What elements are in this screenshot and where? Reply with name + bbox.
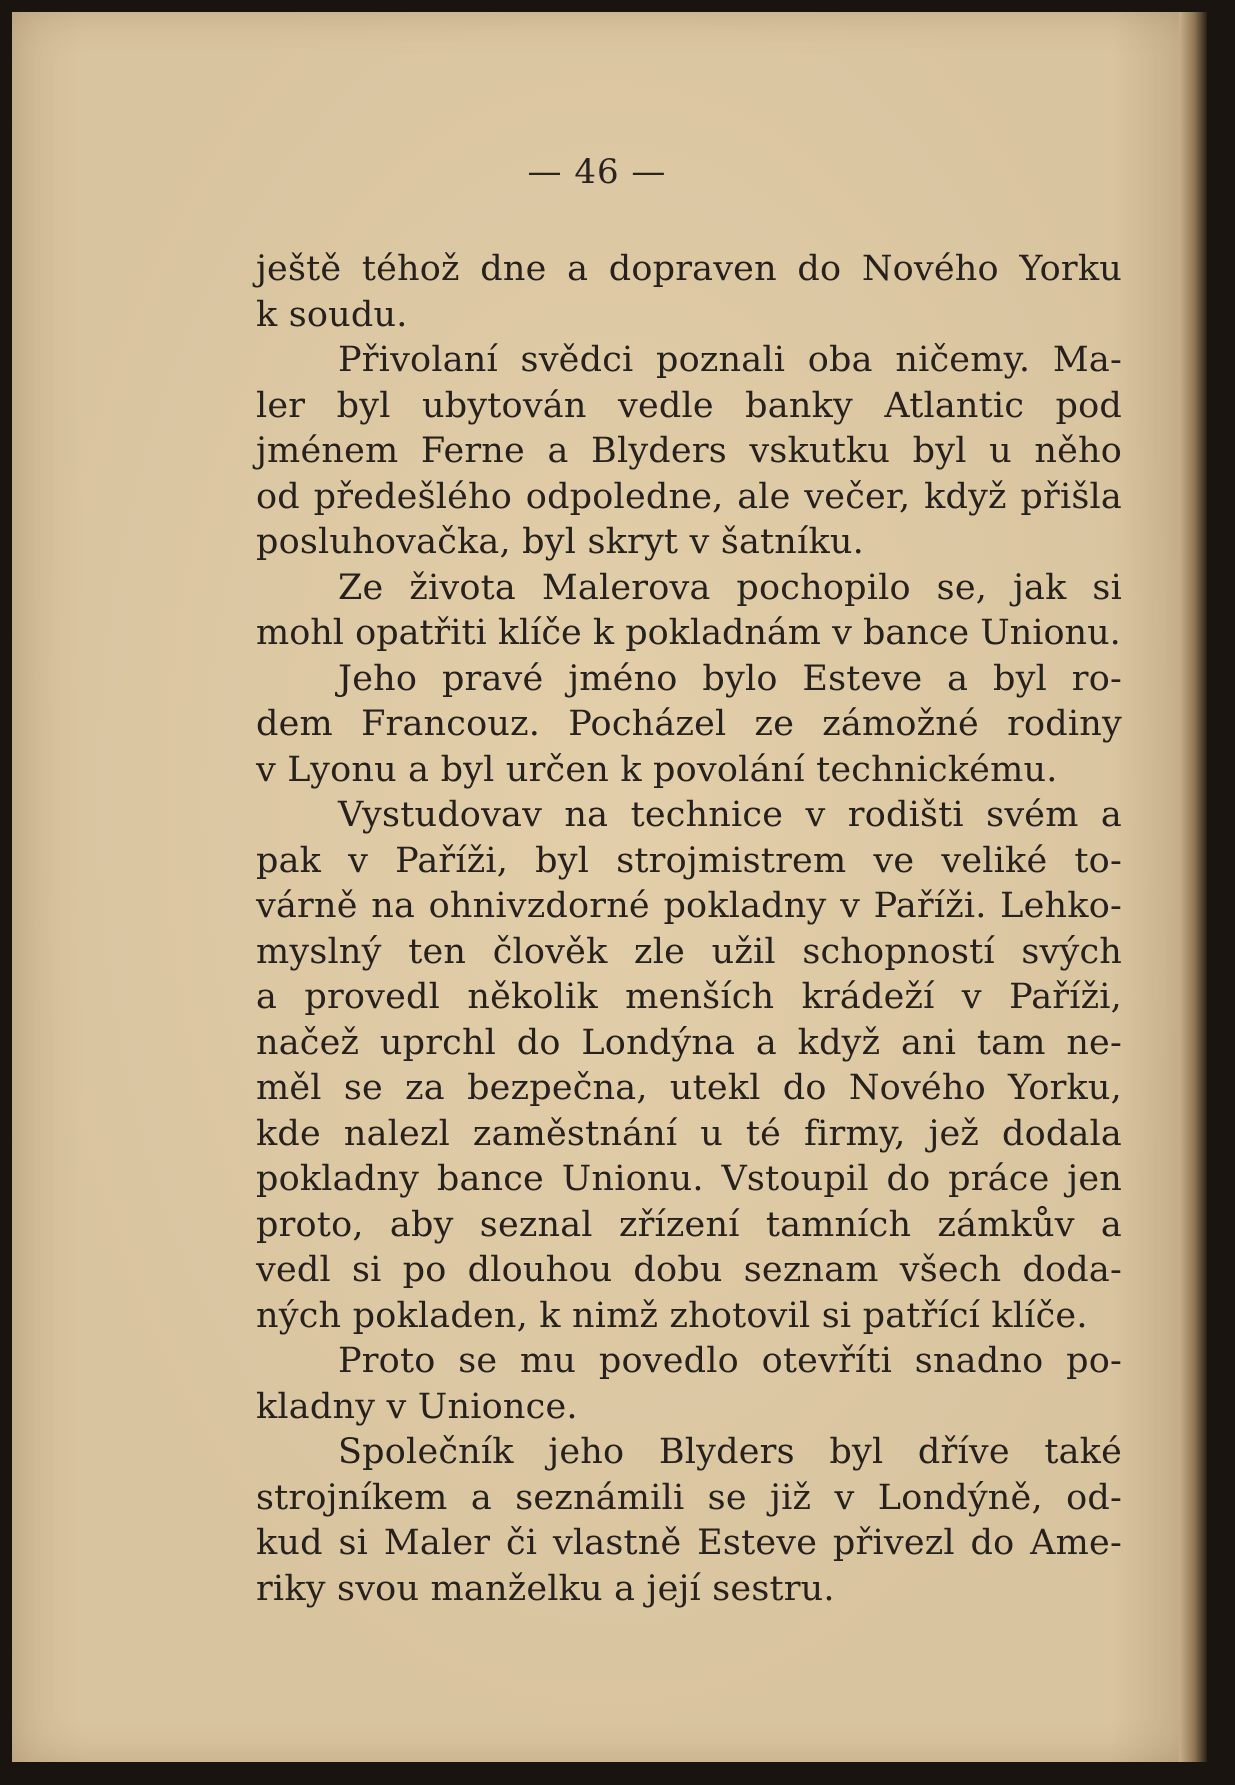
text-line: dem Francouz. Pocházel ze zámožné rodiny — [256, 704, 1122, 744]
text-line: várně na ohnivzdorné pokladny v Paříži. Lehko- — [256, 886, 1122, 926]
text-line: Ze života Malerova pochopilo se, jak si — [338, 567, 1122, 608]
text-line: Proto se mu povedlo otevříti snadno po- — [338, 1341, 1122, 1381]
text-line: měl se za bezpečna, utekl do Nového Yorku, — [256, 1068, 1122, 1108]
body-text — [256, 247, 1122, 1612]
text-line: ještě téhož dne a dopraven do Nového Yorku — [256, 249, 1122, 289]
text-line: Jeho pravé jméno bylo Esteve a byl ro- — [338, 658, 1122, 699]
text-line: posluhovačka, byl skryt v šatníku. — [256, 522, 864, 562]
text-line: v Lyonu a byl určen k povolání technickému. — [256, 749, 1058, 790]
text-line: ler byl ubytován vedle banky Atlantic pod — [256, 385, 1122, 426]
text-line: myslný ten člověk zle užil schopností svých — [256, 931, 1122, 972]
text-line: kud si Maler či vlastně Esteve přivezl do Ame- — [256, 1523, 1122, 1563]
text-line: načež uprchl do Londýna a když ani tam ne- — [256, 1022, 1122, 1063]
text-line: Společník jeho Blyders byl dříve také — [338, 1432, 1122, 1472]
text-line: kde nalezl zaměstnání u té firmy, jež dodala — [256, 1113, 1122, 1154]
text-line: proto, aby seznal zřízení tamních zámkův a — [256, 1204, 1122, 1245]
text-line: jménem Ferne a Blyders vskutku byl u něho — [256, 431, 1122, 471]
paper-page — [12, 12, 1207, 1762]
text-line: pak v Paříži, byl strojmistrem ve veliké to- — [256, 840, 1122, 881]
text-line: Vystudovav na technice v rodišti svém a — [338, 795, 1122, 835]
text-line: a provedl několik menších krádeží v Paříži, — [256, 977, 1122, 1017]
text-line: mohl opatřiti klíče k pokladnám v bance Unionu. — [256, 613, 1121, 653]
text-line: Přivolaní svědci poznali oba ničemy. Ma- — [338, 340, 1122, 380]
text-line: ných pokladen, k nimž zhotovil si patřící klíče. — [256, 1295, 1088, 1336]
text-line: kladny v Unionce. — [256, 1386, 578, 1427]
text-line: riky svou manželku a její sestru. — [256, 1568, 835, 1609]
text-line: od předešlého odpoledne, ale večer, když přišla — [256, 476, 1122, 517]
text-line: strojníkem a seznámili se již v Londýně, od- — [256, 1477, 1122, 1518]
text-line: vedl si po dlouhou dobu seznam všech doda- — [256, 1250, 1122, 1290]
page-number: — 46 — — [527, 152, 667, 192]
book-spine-edge — [1179, 12, 1207, 1762]
text-line: k soudu. — [256, 294, 408, 335]
text-line: pokladny bance Unionu. Vstoupil do práce jen — [256, 1159, 1122, 1199]
